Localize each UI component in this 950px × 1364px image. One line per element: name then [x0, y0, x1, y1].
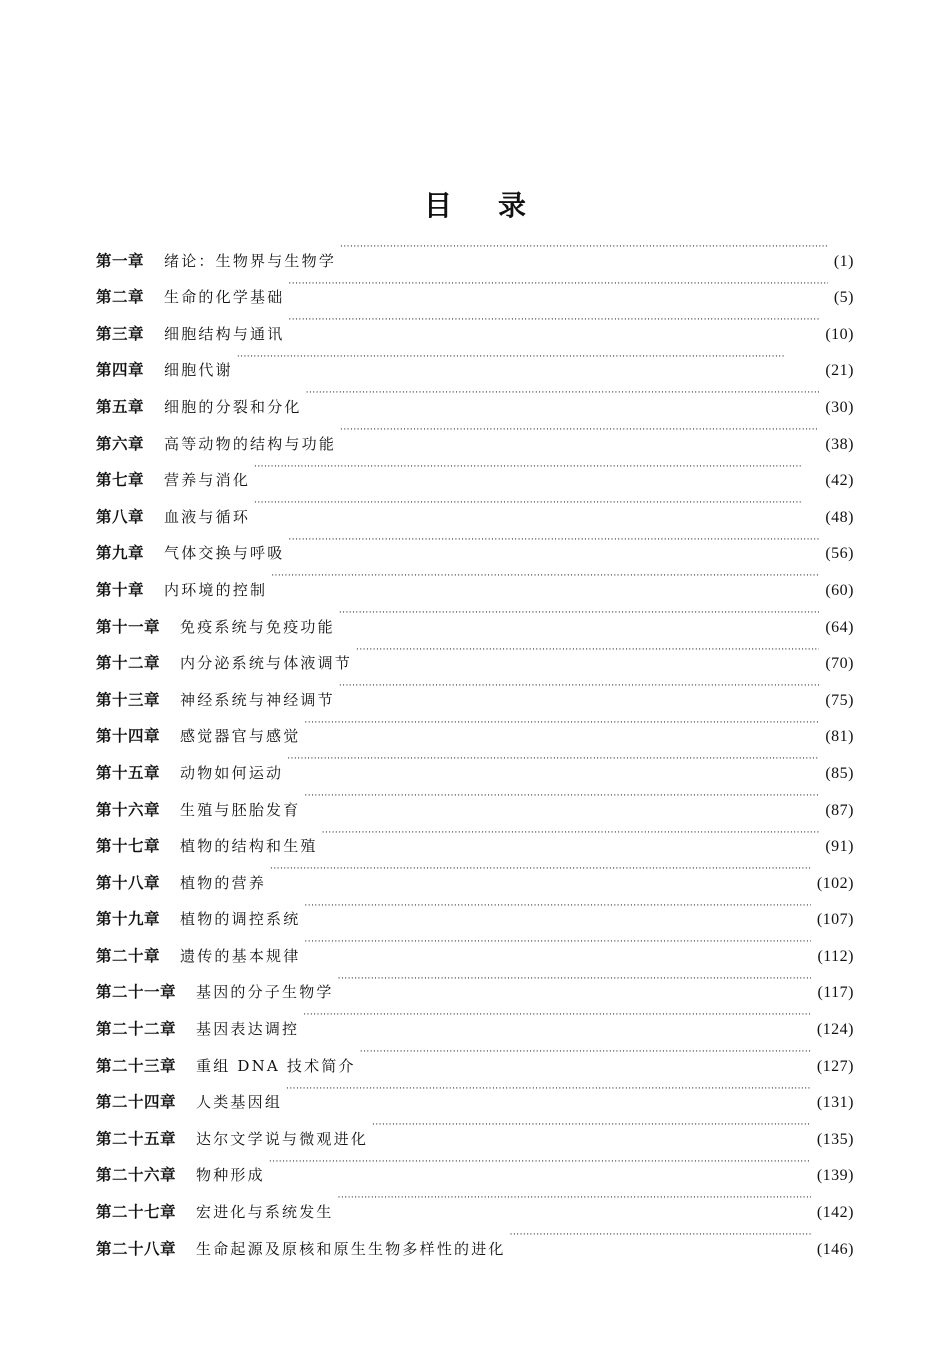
page-number: (91) [825, 838, 854, 856]
dot-leader [304, 705, 819, 742]
dot-leader [288, 302, 819, 339]
toc-list [96, 229, 854, 1258]
dot-leader [271, 558, 819, 595]
chapter-number: 第五章 [96, 397, 145, 416]
dot-leader [306, 375, 820, 412]
chapter-title: 神经系统与神经调节 [180, 690, 335, 709]
dot-leader [338, 961, 812, 998]
chapter-number: 第十九章 [96, 910, 161, 929]
chapter-title: 生殖与胚胎发育 [180, 800, 301, 819]
dot-leader [338, 1180, 811, 1217]
chapter-title: 遗传的基本规律 [180, 946, 301, 965]
page-number: (1) [833, 252, 854, 270]
chapter-title: 动物如何运动 [180, 763, 284, 782]
chapter-number: 第三章 [96, 324, 145, 343]
chapter-number: 第二十六章 [96, 1166, 177, 1185]
page-number: (102) [816, 874, 854, 892]
chapter-title: 感觉器官与感觉 [180, 727, 301, 746]
dot-leader [304, 924, 811, 961]
page-number: (135) [816, 1130, 854, 1148]
page-number: (107) [816, 911, 854, 929]
dot-leader [286, 1071, 811, 1108]
page-number: (124) [816, 1021, 854, 1039]
dot-leader [360, 1034, 811, 1071]
chapter-number: 第二十七章 [96, 1203, 177, 1222]
toc-entry[interactable] [96, 229, 854, 270]
chapter-number: 第二十二章 [96, 1020, 177, 1039]
page-number: (48) [825, 508, 854, 526]
page-number: (30) [825, 398, 854, 416]
dot-leader [372, 1107, 811, 1144]
dot-leader [304, 888, 810, 925]
chapter-title: 植物的结构和生殖 [180, 837, 318, 856]
chapter-title: 血液与循环 [164, 507, 251, 526]
page-number: (5) [833, 289, 854, 307]
chapter-number: 第二十五章 [96, 1129, 177, 1148]
page-number: (42) [825, 472, 854, 490]
dot-leader [270, 851, 811, 888]
dot-leader [287, 741, 819, 778]
chapter-number: 第十章 [96, 580, 145, 599]
chapter-title: 基因的分子生物学 [196, 983, 334, 1002]
page-number: (131) [816, 1094, 854, 1112]
dot-leader [356, 632, 819, 669]
dot-leader [288, 522, 819, 559]
page-number: (112) [817, 947, 854, 965]
page-number: (139) [816, 1167, 854, 1185]
page-number: (85) [825, 764, 854, 782]
chapter-number: 第十八章 [96, 873, 161, 892]
page-number: (117) [817, 984, 854, 1002]
page-number: (81) [825, 728, 854, 746]
page-number: (21) [825, 362, 854, 380]
dot-leader [304, 778, 819, 815]
dot-leader [303, 997, 811, 1034]
page-title: 目录 [423, 189, 572, 222]
chapter-title: 生命起源及原核和原生生物多样性的进化 [196, 1239, 506, 1258]
chapter-number: 第八章 [96, 507, 145, 526]
dot-leader [254, 485, 819, 522]
chapter-number: 第十二章 [96, 654, 161, 673]
chapter-title: 重组 DNA 技术简介 [196, 1056, 356, 1075]
chapter-title: 内环境的控制 [164, 580, 268, 599]
chapter-title: 物种形成 [196, 1166, 265, 1185]
chapter-title: 内分泌系统与体液调节 [180, 654, 353, 673]
chapter-number: 第十五章 [96, 763, 161, 782]
page-number: (75) [825, 691, 854, 709]
dot-leader [288, 266, 827, 303]
chapter-title: 细胞结构与通讯 [164, 324, 285, 343]
chapter-number: 第十三章 [96, 690, 161, 709]
dot-leader [339, 668, 820, 705]
chapter-number: 第四章 [96, 361, 145, 380]
dot-leader [340, 412, 819, 449]
dot-leader [339, 595, 820, 632]
page-number: (38) [825, 435, 854, 453]
chapter-title: 人类基因组 [196, 1093, 283, 1112]
chapter-number: 第二十八章 [96, 1239, 177, 1258]
chapter-number: 第二十一章 [96, 983, 177, 1002]
chapter-title: 植物的营养 [180, 873, 267, 892]
page-number: (70) [825, 655, 854, 673]
chapter-title: 气体交换与呼吸 [164, 544, 285, 563]
chapter-number: 第二十四章 [96, 1093, 177, 1112]
chapter-title: 达尔文学说与微观进化 [196, 1129, 369, 1148]
chapter-number: 第九章 [96, 544, 145, 563]
page-number: (56) [825, 545, 854, 563]
page-number: (64) [825, 618, 854, 636]
dot-leader [269, 1144, 811, 1181]
chapter-title: 植物的调控系统 [180, 910, 301, 929]
page-number: (60) [825, 581, 854, 599]
dot-leader [322, 815, 820, 852]
chapter-title: 绪论：生物界与生物学 [164, 251, 337, 270]
chapter-title: 宏进化与系统发生 [196, 1203, 334, 1222]
chapter-title: 细胞代谢 [164, 361, 233, 380]
chapter-number: 第一章 [96, 251, 145, 270]
chapter-number: 第七章 [96, 471, 145, 490]
chapter-title: 生命的化学基础 [164, 288, 285, 307]
page-number: (10) [825, 325, 854, 343]
page-number: (127) [816, 1057, 854, 1075]
dot-leader [340, 229, 828, 266]
page-number: (87) [825, 801, 854, 819]
chapter-number: 第十一章 [96, 617, 161, 636]
dot-leader [510, 1217, 811, 1254]
chapter-number: 第二十三章 [96, 1056, 177, 1075]
dot-leader [237, 339, 820, 376]
chapter-title: 免疫系统与免疫功能 [180, 617, 335, 636]
chapter-number: 第六章 [96, 434, 145, 453]
chapter-number: 第二章 [96, 288, 145, 307]
chapter-number: 第十六章 [96, 800, 161, 819]
dot-leader [254, 449, 819, 486]
page-number: (146) [816, 1240, 854, 1258]
chapter-title: 营养与消化 [164, 471, 251, 490]
chapter-title: 基因表达调控 [196, 1020, 300, 1039]
chapter-number: 第二十章 [96, 946, 161, 965]
chapter-number: 第十七章 [96, 837, 161, 856]
chapter-number: 第十四章 [96, 727, 161, 746]
page-number: (142) [816, 1204, 854, 1222]
chapter-title: 高等动物的结构与功能 [164, 434, 337, 453]
chapter-title: 细胞的分裂和分化 [164, 397, 302, 416]
